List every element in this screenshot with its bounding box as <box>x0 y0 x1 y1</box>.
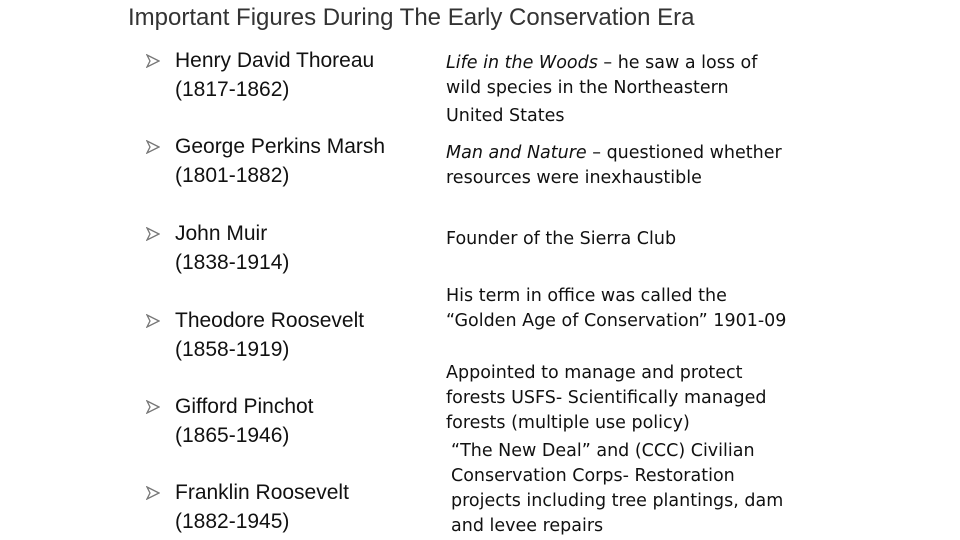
figure-name: Henry David Thoreau <box>175 49 375 72</box>
arrow-bullet-icon <box>146 478 160 507</box>
work-title: Life in the Woods <box>446 53 598 73</box>
figure-thoreau <box>146 46 374 104</box>
figure-years: (1882-1945) <box>175 510 290 533</box>
figure-name: Franklin Roosevelt <box>175 481 349 504</box>
figure-years: (1817-1862) <box>175 78 290 101</box>
arrow-bullet-icon <box>146 46 160 75</box>
description-franklin-roosevelt <box>451 439 783 539</box>
description-text: forests (multiple use policy) <box>446 413 690 433</box>
figure-name: Gifford Pinchot <box>175 395 314 418</box>
description-text: – questioned whether <box>586 143 782 163</box>
figure-franklin-roosevelt <box>146 478 349 536</box>
arrow-bullet-icon <box>146 132 160 161</box>
description-thoreau <box>446 51 757 129</box>
page-title: Important Figures During The Early Conservation Era <box>128 4 695 31</box>
figure-years: (1801-1882) <box>175 164 290 187</box>
arrow-bullet-icon <box>146 219 160 248</box>
description-text: forests USFS- Scientifically managed <box>446 388 767 408</box>
description-text: His term in office was called the <box>446 286 727 306</box>
work-title: Man and Nature <box>446 143 587 163</box>
figure-theodore-roosevelt <box>146 306 364 364</box>
figure-years: (1838-1914) <box>175 251 290 274</box>
figure-pinchot <box>146 392 314 450</box>
description-muir <box>446 227 676 252</box>
description-text: and levee repairs <box>451 516 604 536</box>
description-text: resources were inexhaustible <box>446 168 702 188</box>
description-text: “The New Deal” and (CCC) Civilian <box>451 441 755 461</box>
figure-name: John Muir <box>175 222 268 245</box>
arrow-bullet-icon <box>146 306 160 335</box>
description-text: – he saw a loss of <box>597 53 758 73</box>
description-marsh <box>446 141 782 191</box>
description-text: wild species in the Northeastern <box>446 78 729 98</box>
description-text: Appointed to manage and protect <box>446 363 743 383</box>
figure-marsh <box>146 132 385 190</box>
description-theodore-roosevelt <box>446 284 786 334</box>
figure-name: Theodore Roosevelt <box>175 309 365 332</box>
description-pinchot <box>446 361 767 436</box>
description-text: “Golden Age of Conservation” 1901-09 <box>446 311 787 331</box>
description-text: Conservation Corps- Restoration <box>451 466 735 486</box>
figure-years: (1865-1946) <box>175 424 290 447</box>
figure-name: George Perkins Marsh <box>175 135 386 158</box>
description-text: United States <box>446 106 565 126</box>
description-text: projects including tree plantings, dam <box>451 491 784 511</box>
figure-years: (1858-1919) <box>175 338 290 361</box>
description-text: Founder of the Sierra Club <box>446 229 677 249</box>
arrow-bullet-icon <box>146 392 160 421</box>
figure-muir <box>146 219 289 277</box>
